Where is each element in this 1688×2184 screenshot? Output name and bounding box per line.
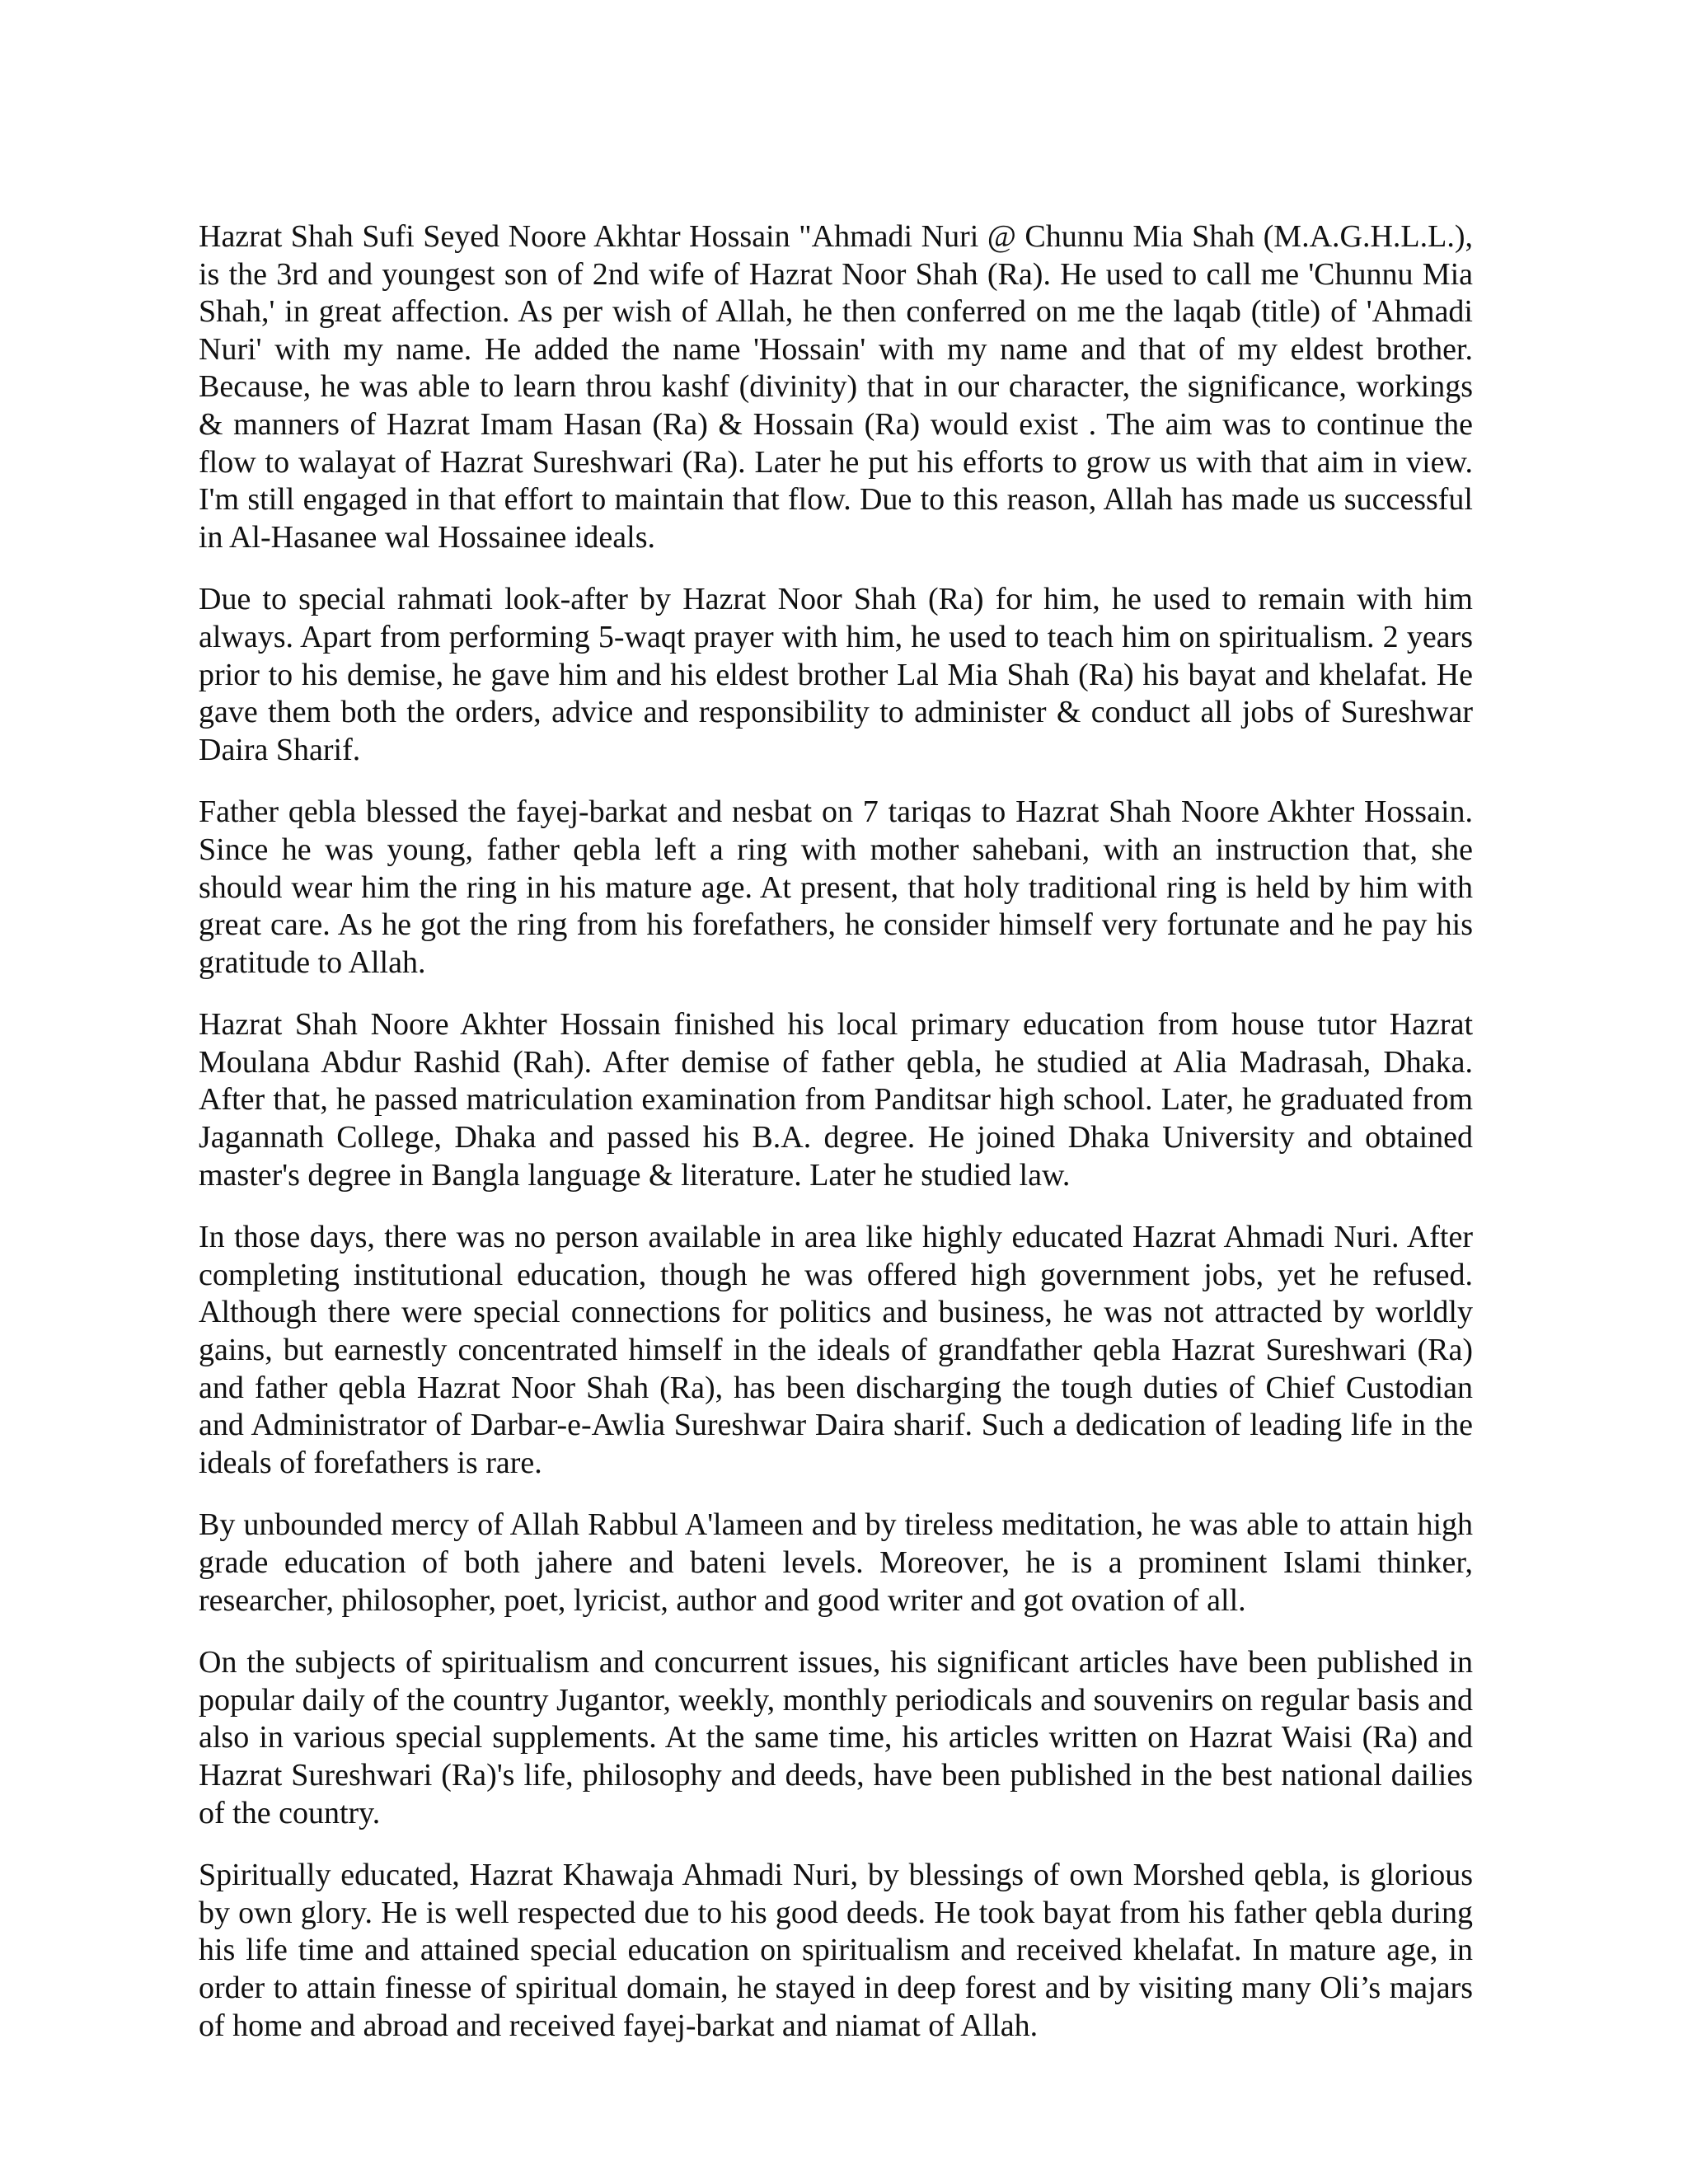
paragraph-8: Spiritually educated, Hazrat Khawaja Ahmadi Nuri, by blessings of own Morshed qebla, is glorious by own glory. He is well respected due to his good deeds. He took bayat from his father qebla during his life time and attained special education on spiritualism and received khelafat. In mature age, in order to attain finesse of spiritual domain, he stayed in deep forest and by visiting many Oli’s majars of home and abroad and received fayej-barkat and niamat of Allah. xyxy=(199,1858,1473,2043)
paragraph-6: By unbounded mercy of Allah Rabbul A'lameen and by tireless meditation, he was able to attain high grade education of both jahere and bateni levels. Moreover, he is a prominent Islami thinker, researcher, philosopher, poet, lyricist, author and good writer and got ovation of all. xyxy=(199,1507,1473,1618)
paragraph-5: In those days, there was no person available in area like highly educated Hazrat Ahmadi Nuri. After completing institutional education, though he was offered high government jobs, yet he refused. Although there were special connections for politics and business, he was not attracted by worldly gains, but earnestly concentrated himself in the ideals of grandfather qebla Hazrat Sureshwari (Ra) and father qebla Hazrat Noor Shah (Ra), has been discharging the tough duties of Chief Custodian and Administrator of Darbar-e-Awlia Sureshwar Daira sharif. Such a dedication of leading life in the ideals of forefathers is rare. xyxy=(199,1220,1473,1480)
paragraph-1: Hazrat Shah Sufi Seyed Noore Akhtar Hossain "Ahmadi Nuri @ Chunnu Mia Shah (M.A.G.H.L.L.), is the 3rd and youngest son of 2nd wife of Hazrat Noor Shah (Ra). He used to call me 'Chunnu Mia Shah,' in great affection. As per wish of Allah, he then conferred on me the laqab (title) of 'Ahmadi Nuri' with my name. He added the name 'Hossain' with my name and that of my eldest brother. Because, he was able to learn throu kashf (divinity) that in our character, the significance, workings & manners of Hazrat Imam Hasan (Ra) & Hossain (Ra) would exist . The aim was to continue the flow to walayat of Hazrat Sureshwari (Ra). Later he put his efforts to grow us with that aim in view. I'm still engaged in that effort to maintain that flow. Due to this reason, Allah has made us successful in Al-Hasanee wal Hossainee ideals. xyxy=(199,219,1473,555)
paragraph-2: Due to special rahmati look-after by Hazrat Noor Shah (Ra) for him, he used to remain with him always. Apart from performing 5-waqt prayer with him, he used to teach him on spiritualism. 2 years prior to his demise, he gave him and his eldest brother Lal Mia Shah (Ra) his bayat and khelafat. He gave them both the orders, advice and responsibility to administer & conduct all jobs of Sureshwar Daira Sharif. xyxy=(199,582,1473,767)
paragraph-4: Hazrat Shah Noore Akhter Hossain finished his local primary education from house tutor Hazrat Moulana Abdur Rashid (Rah). After demise of father qebla, he studied at Alia Madrasah, Dhaka. After that, he passed matriculation examination from Panditsar high school. Later, he graduated from Jagannath College, Dhaka and passed his B.A. degree. He joined Dhaka University and obtained master's degree in Bangla language & literature. Later he studied law. xyxy=(199,1007,1473,1193)
document-body xyxy=(199,218,1473,2069)
paragraph-7: On the subjects of spiritualism and concurrent issues, his significant articles have been published in popular daily of the country Jugantor, weekly, monthly periodicals and souvenirs on regular basis and also in various special supplements. At the same time, his articles written on Hazrat Waisi (Ra) and Hazrat Sureshwari (Ra)'s life, philosophy and deeds, have been published in the best national dailies of the country. xyxy=(199,1645,1473,1830)
paragraph-3: Father qebla blessed the fayej-barkat and nesbat on 7 tariqas to Hazrat Shah Noore Akhter Hossain. Since he was young, father qebla left a ring with mother sahebani, with an instruction that, she should wear him the ring in his mature age. At present, that holy traditional ring is held by him with great care. As he got the ring from his forefathers, he consider himself very fortunate and he pay his gratitude to Allah. xyxy=(199,794,1473,980)
